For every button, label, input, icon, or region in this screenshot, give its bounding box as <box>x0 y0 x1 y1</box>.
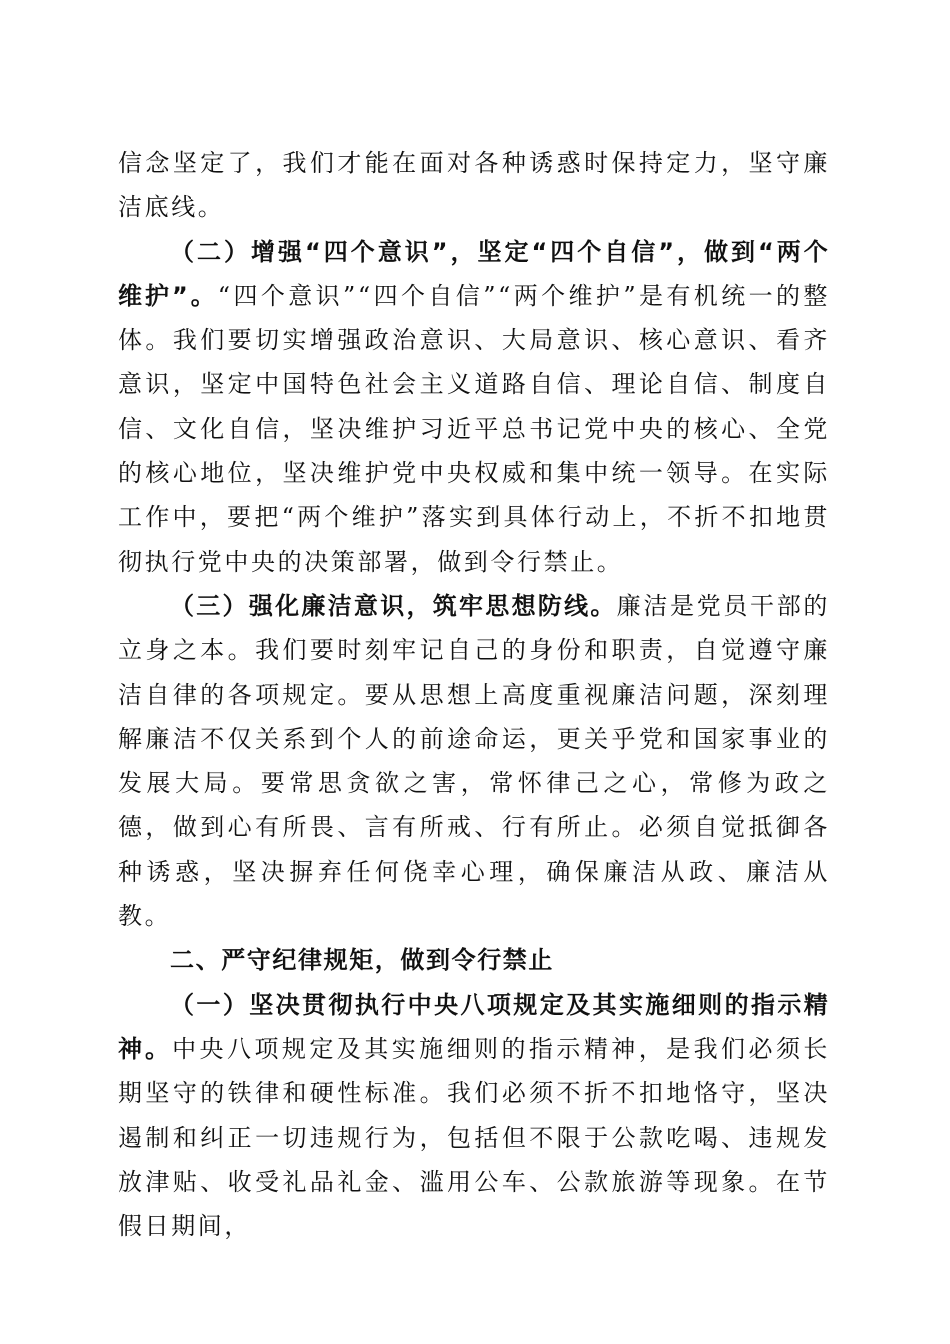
paragraph-text: “四个意识”“四个自信”“两个维护”是有机统一的整体。我们要切实增强政治意识、大局意识、核心意识、看齐意识，坚定中国特色社会主义道路自信、理论自信、制度自信、文化自信，坚决维护习近平总书记党中央的核心、全党的核心地位，坚决维护党中央权威和集中统一领导。在实际工作中，要把“两个维护”落实到具体行动上，不折不扣地贯彻执行党中央的决策部署，做到令行禁止。 <box>118 281 830 576</box>
paragraph-continuation <box>118 141 830 230</box>
paragraph-text: 信念坚定了，我们才能在面对各种诱惑时保持定力，坚守廉洁底线。 <box>118 149 830 222</box>
paragraph-text: 廉洁是党员干部的立身之本。我们要时刻牢记自己的身份和职责，自觉遵守廉洁自律的各项规定。要从思想上高度重视廉洁问题，深刻理解廉洁不仅关系到个人的前途命运，更关乎党和国家事业的发展大局。要常思贪欲之害，常怀律己之心，常修为政之德，做到心有所畏、言有所戒、行有所止。必须自觉抵御各种诱惑，坚决摒弃任何侥幸心理，确保廉洁从政、廉洁从教。 <box>118 591 830 931</box>
paragraph-text: 中央八项规定及其实施细则的指示精神，是我们必须长期坚守的铁律和硬性标准。我们必须不折不扣地恪守，坚决遏制和纠正一切违规行为，包括但不限于公款吃喝、违规发放津贴、收受礼品礼金、滥用公车、公款旅游等现象。在节假日期间， <box>118 1034 830 1241</box>
paragraph-integrity <box>118 584 830 938</box>
paragraph-two-safeguards <box>118 230 830 584</box>
section-heading: 二、严守纪律规矩，做到令行禁止 <box>170 946 554 975</box>
document-body <box>118 141 830 1248</box>
paragraph-lead: （三）强化廉洁意识，筑牢思想防线。 <box>170 591 617 620</box>
paragraph-eight-rules <box>118 983 830 1249</box>
paragraph-lead: （二）增强“四个意识”，坚定“四个自信”，做到“两个维护”。 <box>118 237 830 310</box>
paragraph-lead: （一）坚决贯彻执行中央八项规定及其实施细则的指示精神。 <box>118 990 830 1063</box>
